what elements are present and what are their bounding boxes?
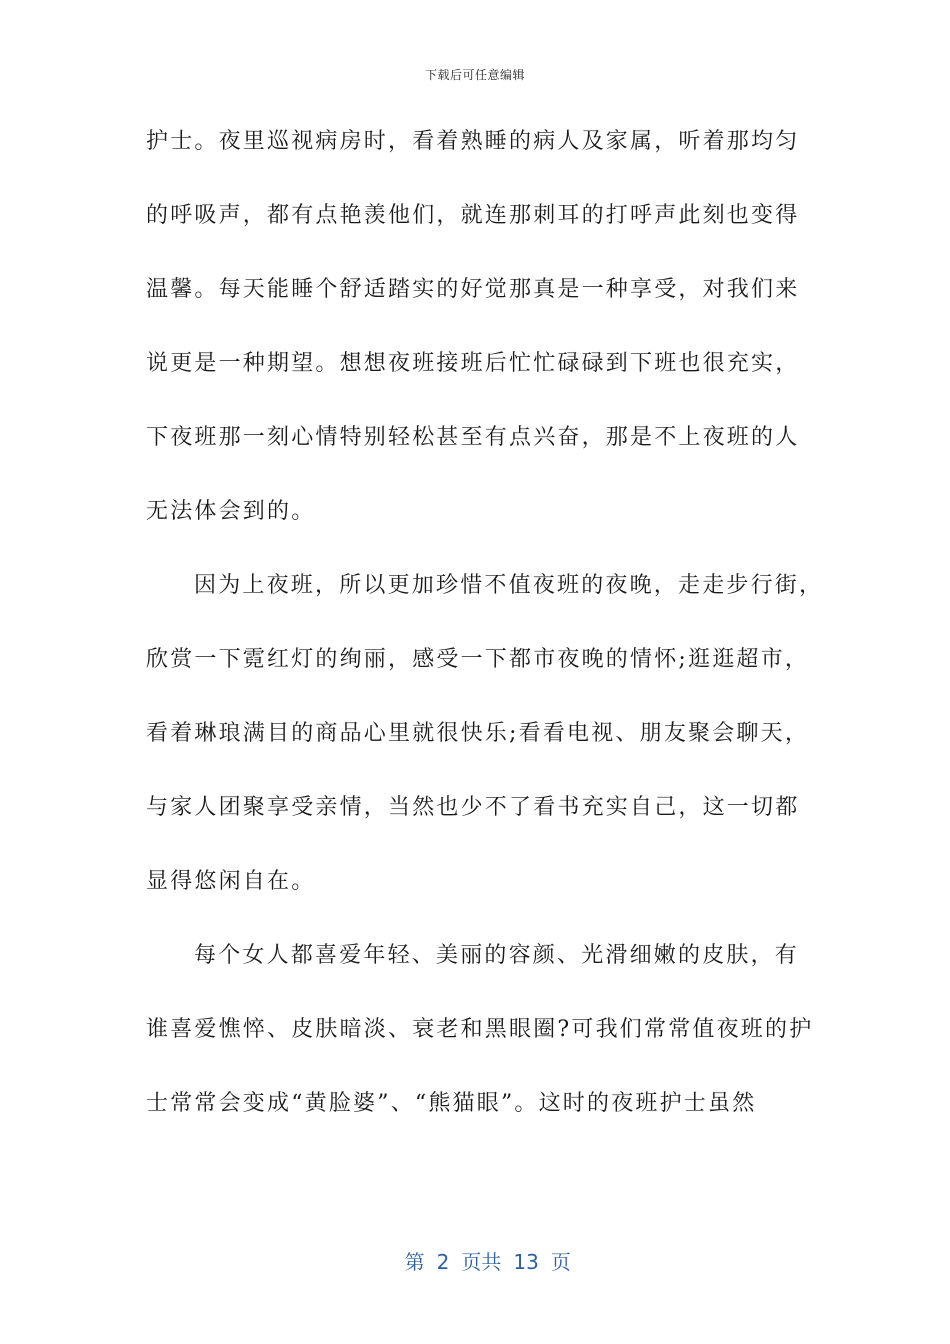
paragraph-start-line: 因为上夜班，所以更加珍惜不值夜班的夜晚，走走步行街， xyxy=(194,573,824,598)
text-line: 士常常会变成“黄脸婆”、“熊猫眼”。这时的夜班护士虽然 xyxy=(146,1091,757,1116)
text-line: 与家人团聚享受亲情，当然也少不了看书充实自己，这一切都 xyxy=(146,795,800,820)
page-footer xyxy=(0,1222,950,1299)
text-line: 看着琳琅满目的商品心里就很快乐;看看电视、朋友聚会聊天， xyxy=(146,721,810,746)
text-line: 谁喜爱憔悴、皮肤暗淡、衰老和黑眼圈?可我们常常值夜班的护 xyxy=(146,1017,814,1042)
header-note: 下载后可任意编辑 xyxy=(424,68,525,82)
footer-total-pages: 13 xyxy=(513,1250,539,1274)
text-line: 无法体会到的。 xyxy=(146,499,316,524)
footer-suffix: 页 xyxy=(550,1250,571,1274)
text-line: 的呼吸声，都有点艳羡他们，就连那刺耳的打呼声此刻也变得 xyxy=(146,203,800,228)
text-line: 下夜班那一刻心情特别轻松甚至有点兴奋，那是不上夜班的人 xyxy=(146,425,800,450)
footer-page-number: 2 xyxy=(436,1250,450,1274)
body-text xyxy=(146,112,824,1148)
footer-prefix: 第 xyxy=(404,1250,425,1274)
paragraph-start-line: 每个女人都喜爱年轻、美丽的容颜、光滑细嫩的皮肤，有 xyxy=(194,943,800,968)
text-line: 欣赏一下霓红灯的绚丽，感受一下都市夜晚的情怀;逛逛超市， xyxy=(146,647,810,672)
text-line: 说更是一种期望。想想夜班接班后忙忙碌碌到下班也很充实， xyxy=(146,351,800,376)
text-line: 温馨。每天能睡个舒适踏实的好觉那真是一种享受，对我们来 xyxy=(146,277,800,302)
text-line: 护士。夜里巡视病房时，看着熟睡的病人及家属，听着那均匀 xyxy=(146,129,800,154)
text-line: 显得悠闲自在。 xyxy=(146,869,316,894)
footer-middle: 页共 xyxy=(461,1250,502,1274)
